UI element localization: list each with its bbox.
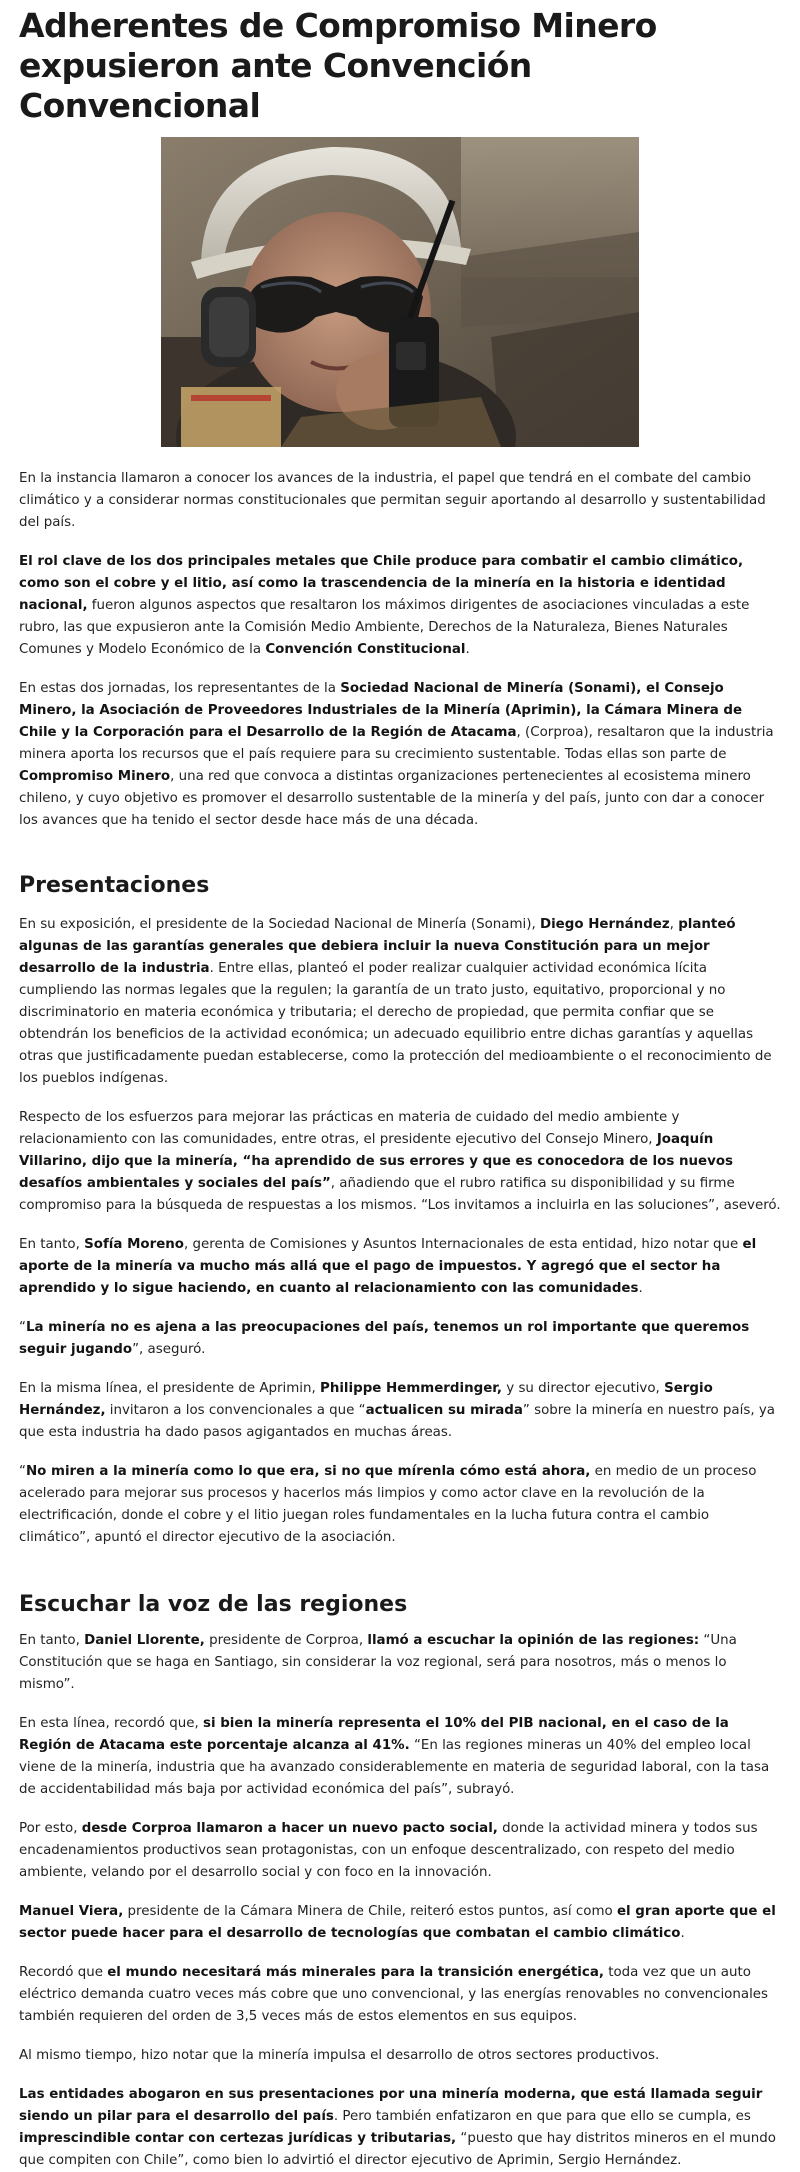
text: “ bbox=[19, 1464, 26, 1479]
paragraph-metals bbox=[19, 551, 781, 661]
bold-text: desde Corproa llamaron a hacer un nuevo pacto social, bbox=[81, 1821, 498, 1836]
text: En tanto, bbox=[19, 1633, 85, 1648]
bold-text: Manuel Viera, bbox=[19, 1904, 124, 1919]
text: En su exposición, el presidente de la Sociedad Nacional de Minería (Sonami), bbox=[19, 917, 540, 932]
bold-text: Compromiso Minero bbox=[19, 769, 171, 784]
bold-text: Sofía Moreno bbox=[84, 1237, 185, 1252]
article-title: Adherentes de Compromiso Minero expusieron ante Convención Convencional bbox=[19, 6, 657, 125]
paragraph-conclusion bbox=[19, 2084, 781, 2172]
section-heading-regiones: Escuchar la voz de las regiones bbox=[19, 1592, 408, 1617]
bold-text: llamó a escuchar la opinión de las regiones: bbox=[367, 1633, 700, 1648]
text: “puesto que hay distritos mineros en el mundo que compiten con Chile”, como bien lo advirtió el director ejecutivo de Aprimin, Sergio Hernández. bbox=[19, 2131, 776, 2168]
bold-text: el aporte de la minería va mucho más allá que el pago de impuestos. Y agregó que el sector ha aprendido y lo sigue haciendo, en cuanto al relacionamiento con las comunidades bbox=[19, 1237, 757, 1296]
hero-image-container bbox=[19, 137, 781, 447]
bold-text: actualicen su mirada bbox=[365, 1403, 523, 1418]
paragraph-organizations bbox=[19, 678, 781, 832]
paragraph-manuel-viera bbox=[19, 1901, 781, 1945]
bold-text: No miren a la minería como lo que era, si no que mírenla cómo está ahora, bbox=[25, 1464, 591, 1479]
text: Respecto de los esfuerzos para mejorar las prácticas en materia de cuidado del medio ambiente y relacionamiento con las comunidades, entre otras, el presidente ejecutivo del Consejo Minero, bbox=[19, 1110, 680, 1147]
bold-text: Philippe Hemmerdinger, bbox=[320, 1381, 503, 1396]
intro-paragraph: En la instancia llamaron a conocer los avances de la industria, el papel que tendrá en el combate del cambio climático y a considerar normas constitucionales que permitan seguir aportando al desarrollo y sustentabilidad del país. bbox=[19, 471, 766, 530]
bold-text: Diego Hernández bbox=[539, 917, 670, 932]
paragraph-sonami bbox=[19, 914, 781, 1090]
text: invitaron a los convencionales a que “ bbox=[105, 1403, 366, 1418]
text: ”, aseguró. bbox=[132, 1342, 206, 1357]
text: . bbox=[465, 642, 470, 657]
text: . bbox=[680, 1926, 685, 1941]
text: , añadiendo que el rubro ratifica su disponibilidad y su firme compromiso para la búsqueda de respuestas a los mismos. “Los invitamos a incluirla en las soluciones”, aseveró. bbox=[19, 1176, 781, 1213]
text: En tanto, bbox=[19, 1237, 85, 1252]
bold-text: Daniel Llorente, bbox=[84, 1633, 205, 1648]
text: En esta línea, recordó que, bbox=[19, 1716, 203, 1731]
bold-text: Las entidades abogaron en sus presentaciones por una minería moderna, que está llamada seguir siendo un pilar para el desarrollo del país bbox=[19, 2087, 763, 2124]
bold-text: si bien la minería representa el 10% del PIB nacional, en el caso de la Región de Atacama este porcentaje alcanza al 41%. bbox=[19, 1716, 729, 1753]
text: fueron algunos aspectos que resaltaron los máximos dirigentes de asociaciones vinculadas a este rubro, las que expusieron ante la Comisión Medio Ambiente, Derechos de la Naturaleza, Bienes Naturales Comunes y Modelo Económico de la bbox=[19, 598, 750, 657]
hero-image bbox=[161, 137, 639, 447]
text: “Una Constitución que se haga en Santiago, sin considerar la voz regional, será para nosotros, más o menos lo mismo”. bbox=[19, 1633, 737, 1692]
text: toda vez que un auto eléctrico demanda cuatro veces más cobre que uno convencional, y las energías renovables no convencionales también requieren del orden de 3,5 veces más de estos elementos en sus equipos. bbox=[19, 1965, 768, 2024]
text: ” sobre la minería en nuestro país, ya que esta industria ha dado pasos agigantados en muchas áreas. bbox=[19, 1403, 775, 1440]
bold-text: planteó algunas de las garantías generales que debiera incluir la nueva Constitución para un mejor desarrollo de la industria bbox=[19, 917, 736, 976]
paragraph-quote-mineria bbox=[19, 1317, 781, 1361]
text: Por esto, bbox=[19, 1821, 82, 1836]
text: “ bbox=[19, 1320, 26, 1335]
text: y su director ejecutivo, bbox=[502, 1381, 665, 1396]
bold-text: La minería no es ajena a las preocupaciones del país, tenemos un rol importante que queremos seguir jugando bbox=[19, 1320, 750, 1357]
text: . Entre ellas, planteó el poder realizar cualquier actividad económica lícita cumpliendo las normas legales que la regulen; la garantía de un trato justo, equitativo, proporcional y no discriminatorio en materia económica y tributaria; el derecho de propiedad, que permita confiar que se obtendrán los beneficios de la actividad económica; un adecuado equilibrio entre dichas garantías y aquellas otras que justificadamente puedan establecerse, como la protección del medioambiente o el reconocimiento de los pueblos indígenas. bbox=[19, 961, 772, 1086]
text: donde la actividad minera y todos sus encadenamientos productivos sean protagonistas, con un enfoque descentralizado, con respeto del medio ambiente, velando por el desarrollo social y con foco en la innovación. bbox=[19, 1821, 758, 1880]
text: . Pero también enfatizaron en que para que ello se cumpla, es bbox=[333, 2109, 751, 2124]
text: , una red que convoca a distintas organizaciones pertenecientes al ecosistema minero chileno, y cuyo objetivo es promover el desarrollo sustentable de la minería y del país, junto con dar a conocer los avances que ha tenido el sector desde hace más de una década. bbox=[19, 769, 765, 828]
paragraph-corproa bbox=[19, 1630, 781, 1696]
text: , gerenta de Comisiones y Asuntos Internacionales de esta entidad, hizo notar que bbox=[184, 1237, 743, 1252]
paragraph-sofia-moreno bbox=[19, 1234, 781, 1300]
text: presidente de Corproa, bbox=[204, 1633, 368, 1648]
bold-text: Sociedad Nacional de Minería (Sonami), el Consejo Minero, la Asociación de Proveedores Industriales de la Minería (Aprimin), la Cámara Minera de Chile y la Corporación para el Desarrollo de la Región de Atacama bbox=[19, 681, 743, 740]
bold-text: Joaquín Villarino, dijo que la minería, “ha aprendido de sus errores y que es conocedora de los nuevos desafíos ambientales y sociales del país” bbox=[19, 1132, 734, 1191]
text: En estas dos jornadas, los representantes de la bbox=[19, 681, 341, 696]
text: . bbox=[638, 1281, 643, 1296]
text: presidente de la Cámara Minera de Chile, reiteró estos puntos, así como bbox=[123, 1904, 617, 1919]
bold-text: el gran aporte que el sector puede hacer para el desarrollo de tecnologías que combatan el cambio climático bbox=[19, 1904, 776, 1941]
text: En la misma línea, el presidente de Aprimin, bbox=[19, 1381, 320, 1396]
text: “En las regiones mineras un 40% del empleo local viene de la minería, industria que ha avanzado considerablemente en materia de seguridad laboral, con la tasa de accidentabilidad más baja por actividad económica del país”, subrayó. bbox=[19, 1738, 770, 1797]
bold-text: Sergio Hernández, bbox=[19, 1381, 713, 1418]
text: , (Corproa), resaltaron que la industria minera aporta los recursos que el país requiere para su crecimiento sustentable. Todas ellas son parte de bbox=[19, 725, 774, 762]
paragraph-transicion bbox=[19, 1962, 781, 2028]
bold-text: imprescindible contar con certezas jurídicas y tributarias, bbox=[19, 2131, 457, 2146]
paragraph-pib bbox=[19, 1713, 781, 1801]
bold-text: El rol clave de los dos principales metales que Chile produce para combatir el cambio climático, como son el cobre y el litio, así como la trascendencia de la minería en la historia e identidad nacional, bbox=[19, 554, 744, 613]
text: , bbox=[669, 917, 679, 932]
text: en medio de un proceso acelerado para mejorar sus procesos y hacerlos más limpios y como actor clave en la revolución de la electrificación, donde el cobre y el litio juegan roles fundamentales en la lucha futura contra el cambio climático”, apuntó el director ejecutivo de la asociación. bbox=[19, 1464, 757, 1545]
paragraph-pacto-social bbox=[19, 1818, 781, 1884]
section-heading-presentaciones: Presentaciones bbox=[19, 873, 210, 898]
hero-illustration bbox=[161, 137, 639, 447]
paragraph-quote-no-miren bbox=[19, 1461, 781, 1549]
bold-text: el mundo necesitará más minerales para la transición energética, bbox=[107, 1965, 604, 1980]
paragraph-otros-sectores: Al mismo tiempo, hizo notar que la minería impulsa el desarrollo de otros sectores productivos. bbox=[19, 2048, 660, 2063]
text: Recordó que bbox=[19, 1965, 108, 1980]
paragraph-consejo-minero bbox=[19, 1107, 781, 1217]
bold-text: Convención Constitucional bbox=[265, 642, 466, 657]
paragraph-aprimin bbox=[19, 1378, 781, 1444]
article bbox=[0, 6, 800, 2172]
